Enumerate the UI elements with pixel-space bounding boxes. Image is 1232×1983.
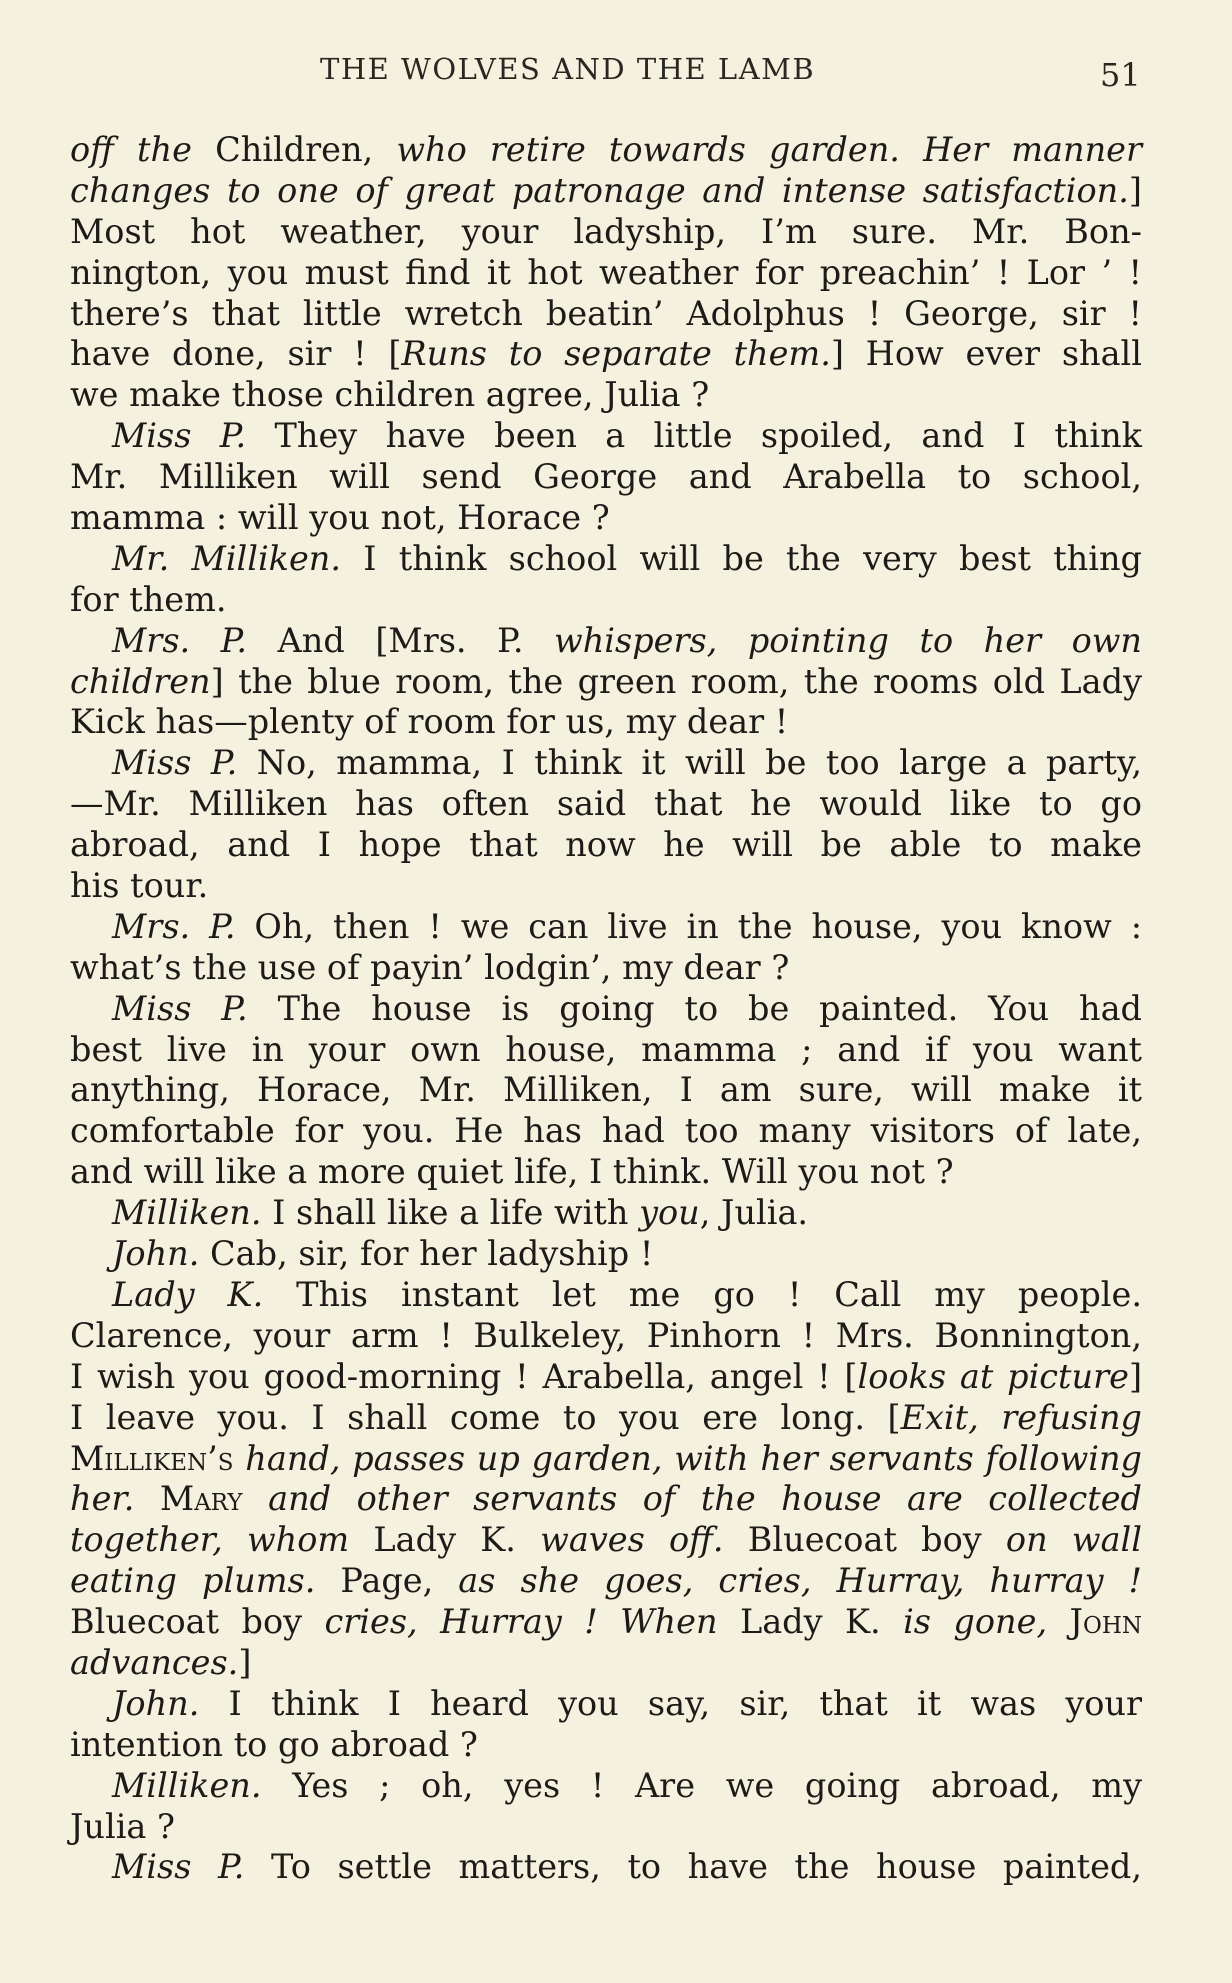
- small-caps-text: John: [1069, 1602, 1142, 1642]
- text-line: [70, 662, 1142, 703]
- text-line: [70, 1847, 1142, 1888]
- text-line: [70, 825, 1142, 866]
- text-segment: abroad, and I hope that now he will be able to make: [70, 825, 1142, 865]
- text-segment: his tour.: [70, 866, 209, 906]
- running-title: THE WOLVES AND THE LAMB: [320, 52, 816, 86]
- body-text: [70, 130, 1142, 1888]
- italic-text: Miss P.: [112, 416, 247, 456]
- text-segment: and will like a more quiet life, I think. Will you not ?: [70, 1152, 954, 1192]
- italic-text: is gone,: [903, 1602, 1070, 1642]
- text-segment: I leave you. I shall come to you ere long. [: [70, 1397, 901, 1437]
- text-segment: Kick has—plenty of room for us, my dear !: [70, 702, 789, 742]
- text-line: [70, 784, 1142, 825]
- italic-text: John.: [112, 1234, 200, 1274]
- text-line: [70, 743, 1142, 784]
- text-segment: And [Mrs. P.: [247, 620, 555, 660]
- italic-text: eating plums.: [70, 1561, 316, 1601]
- italic-text: you: [639, 1193, 700, 1233]
- text-line: [70, 580, 1142, 621]
- text-line: [70, 948, 1142, 989]
- italic-text: Milliken.: [112, 1765, 262, 1805]
- text-line: [70, 621, 1142, 662]
- text-line: [70, 1684, 1142, 1725]
- text-line: [70, 866, 1142, 907]
- text-segment: ]: [1128, 170, 1142, 210]
- page-number: 51: [1100, 56, 1141, 94]
- text-line: [70, 416, 1142, 457]
- text-segment: They have been a little spoiled, and I think: [246, 416, 1142, 456]
- text-line: [70, 539, 1142, 580]
- text-line: [70, 1152, 1142, 1193]
- text-line: [70, 171, 1142, 212]
- text-line: [70, 1439, 1142, 1480]
- text-line: [70, 1111, 1142, 1152]
- italic-text: Runs to separate them.: [401, 334, 831, 374]
- italic-text: Miss P.: [112, 988, 248, 1028]
- text-line: [70, 1807, 1142, 1848]
- text-segment: Julia ?: [70, 1806, 176, 1846]
- text-segment: Cab, sir, for her ladyship !: [199, 1234, 654, 1274]
- text-line: [70, 989, 1142, 1030]
- text-segment: Oh, then ! we can live in the house, you know :: [235, 906, 1142, 946]
- text-line: [70, 375, 1142, 416]
- italic-text: as she goes, cries, Hurray, hurray !: [458, 1561, 1142, 1601]
- text-segment: Yes ; oh, yes ! Are we going abroad, my: [261, 1765, 1142, 1805]
- text-segment: nington, you must find it hot weather for preachin’ ! Lor ’ !: [70, 252, 1142, 292]
- italic-text: whispers, pointing to her own: [554, 620, 1142, 660]
- text-segment: have done, sir ! [: [70, 334, 402, 374]
- text-line: [70, 1357, 1142, 1398]
- text-segment: I wish you good-morning ! Arabella, angel ! [: [70, 1356, 858, 1396]
- text-segment: ] the blue room, the green room, the rooms old Lady: [210, 661, 1142, 701]
- text-line: [70, 212, 1142, 253]
- text-line: [70, 1766, 1142, 1807]
- text-segment: what’s the use of payin’ lodgin’, my dear ?: [70, 947, 790, 987]
- text-segment: I shall like a life with: [261, 1193, 640, 1233]
- text-segment: best live in your own house, mamma ; and if you want: [70, 1029, 1142, 1069]
- italic-text: waves off.: [540, 1520, 724, 1560]
- italic-text: on wall: [1005, 1520, 1142, 1560]
- small-caps-text: Mary: [159, 1479, 243, 1519]
- italic-text: Mr. Milliken.: [112, 538, 342, 578]
- text-segment: This instant let me go ! Call my people.: [263, 1274, 1142, 1314]
- italic-text: advances.: [70, 1642, 239, 1682]
- text-line: [70, 253, 1142, 294]
- text-segment: Clarence, your arm ! Bulkeley, Pinhorn ! Mrs. Bonnington,: [70, 1315, 1142, 1355]
- text-segment: ] How ever shall: [830, 334, 1142, 374]
- text-line: [70, 294, 1142, 335]
- italic-text: changes to one of great patronage and intense satisfaction.: [70, 170, 1129, 210]
- text-segment: Mr. Milliken will send George and Arabella to school,: [70, 457, 1142, 497]
- text-segment: I think I heard you say, sir, that it was your: [199, 1683, 1142, 1723]
- italic-text: who retire towards garden. Her manner: [396, 130, 1142, 169]
- italic-text: looks at picture: [857, 1356, 1129, 1396]
- text-line: [70, 1398, 1142, 1439]
- text-segment: Page,: [315, 1561, 459, 1601]
- italic-text: Milliken.: [112, 1193, 262, 1233]
- text-line: [70, 1234, 1142, 1275]
- text-segment: [134, 1479, 160, 1518]
- italic-text: Miss P.: [112, 1847, 245, 1887]
- italic-text: hand, passes up garden, with her servants following: [233, 1438, 1142, 1478]
- text-segment: —Mr. Milliken has often said that he would like to go: [70, 784, 1142, 824]
- text-segment: ]: [1128, 1356, 1143, 1396]
- text-segment: , Julia.: [699, 1193, 809, 1233]
- text-segment: comfortable for you. He has had too many visitors of late,: [70, 1111, 1142, 1151]
- text-segment: The house is going to be painted. You had: [247, 988, 1142, 1028]
- text-segment: Children,: [191, 130, 397, 169]
- text-segment: I think school will be the very best thing: [341, 538, 1142, 578]
- text-segment: for them.: [70, 579, 227, 619]
- text-segment: we make those children agree, Julia ?: [70, 375, 710, 415]
- text-line: [70, 1602, 1142, 1643]
- text-segment: there’s that little wretch beatin’ Adolphus ! George, sir !: [70, 293, 1142, 333]
- text-segment: Lady K.: [349, 1520, 541, 1560]
- text-line: [70, 1479, 1142, 1520]
- text-line: [70, 1193, 1142, 1234]
- text-line: [70, 1520, 1142, 1561]
- italic-text: and other servants of the house are collected: [242, 1479, 1142, 1519]
- text-line: [70, 130, 1142, 171]
- text-segment: mamma : will you not, Horace ?: [70, 498, 610, 538]
- text-segment: Lady K.: [717, 1602, 904, 1642]
- text-segment: intention to go abroad ?: [70, 1724, 478, 1764]
- italic-text: children: [70, 661, 211, 701]
- italic-text: Lady K.: [112, 1274, 264, 1314]
- text-line: [70, 498, 1142, 539]
- text-line: [70, 334, 1142, 375]
- text-segment: Bluecoat boy: [70, 1602, 325, 1642]
- italic-text: Mrs. P.: [112, 906, 236, 946]
- text-segment: No, mamma, I think it will be too large a party,: [237, 743, 1142, 783]
- text-line: [70, 702, 1142, 743]
- italic-text: Miss P.: [112, 743, 238, 783]
- text-segment: Bluecoat boy: [723, 1520, 1006, 1560]
- text-line: [70, 907, 1142, 948]
- italic-text: her.: [70, 1479, 135, 1519]
- text-segment: To settle matters, to have the house painted,: [244, 1847, 1143, 1887]
- italic-text: John.: [112, 1683, 200, 1723]
- italic-text: off the: [70, 130, 192, 169]
- text-line: [70, 1070, 1142, 1111]
- text-segment: anything, Horace, Mr. Milliken, I am sure, will make it: [70, 1070, 1142, 1110]
- italic-text: Exit, refusing: [900, 1397, 1142, 1437]
- text-line: [70, 1643, 1142, 1684]
- italic-text: Mrs. P.: [112, 620, 248, 660]
- text-segment: ]: [238, 1642, 252, 1682]
- text-segment: Most hot weather, your ladyship, I’m sure. Mr. Bon-: [70, 211, 1142, 251]
- small-caps-text: Milliken’s: [70, 1438, 234, 1478]
- text-line: [70, 1275, 1142, 1316]
- italic-text: cries, Hurray ! When: [324, 1602, 718, 1642]
- text-line: [70, 1725, 1142, 1766]
- text-line: [70, 457, 1142, 498]
- text-line: [70, 1030, 1142, 1071]
- text-line: [70, 1561, 1142, 1602]
- text-line: [70, 1316, 1142, 1357]
- italic-text: together, whom: [70, 1520, 350, 1560]
